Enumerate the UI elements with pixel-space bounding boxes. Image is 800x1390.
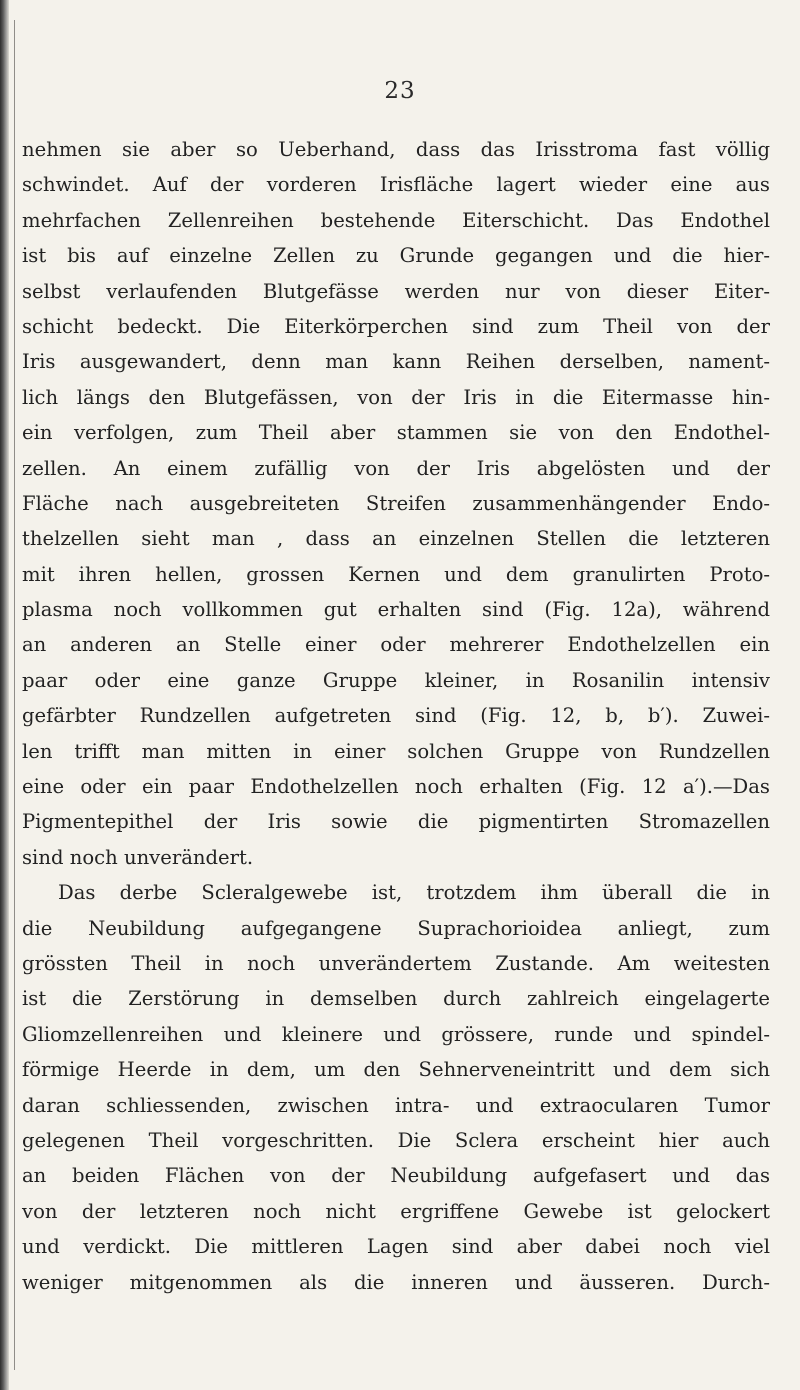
text-line: von der letzteren noch nicht ergriffene Gewebe ist gelockert — [22, 1199, 770, 1223]
text-line: Gliomzellenreihen und kleinere und grössere, runde und spindel- — [22, 1022, 770, 1046]
text-line: daran schliessenden, zwischen intra- und extraocularen Tumor — [22, 1093, 770, 1117]
text-line: Iris ausgewandert, denn man kann Reihen derselben, nament- — [22, 350, 770, 374]
text-line: an beiden Flächen von der Neubildung aufgefasert und das — [22, 1164, 770, 1188]
text-line: schwindet. Auf der vorderen Irisfläche lagert wieder eine aus — [22, 173, 770, 197]
text-line: plasma noch vollkommen gut erhalten sind (Fig. 12a), während — [22, 598, 770, 622]
body-text — [22, 132, 770, 1300]
text-line: paar oder eine ganze Gruppe kleiner, in Rosanilin intensiv — [22, 668, 770, 692]
text-line: ist bis auf einzelne Zellen zu Grunde gegangen und die hier- — [22, 244, 770, 268]
text-line: Pigmentepithel der Iris sowie die pigmentirten Stromazellen — [22, 810, 770, 834]
text-line: gefärbter Rundzellen aufgetreten sind (Fig. 12, b, b′). Zuwei- — [22, 704, 770, 728]
text-line: len trifft man mitten in einer solchen Gruppe von Rundzellen — [22, 739, 770, 763]
text-line: sind noch unverändert. — [22, 845, 254, 869]
text-line: schicht bedeckt. Die Eiterkörperchen sind zum Theil von der — [22, 314, 770, 338]
text-line: Fläche nach ausgebreiteten Streifen zusammenhängender Endo- — [22, 491, 770, 515]
text-line: an anderen an Stelle einer oder mehrerer Endothelzellen ein — [22, 633, 770, 657]
text-line: förmige Heerde in dem, um den Sehnerveneintritt und dem sich — [22, 1058, 770, 1082]
text-line: selbst verlaufenden Blutgefässe werden nur von dieser Eiter- — [22, 279, 770, 303]
text-line: thelzellen sieht man , dass an einzelnen Stellen die letzteren — [22, 527, 770, 551]
book-binding-edge — [0, 0, 9, 1390]
text-line: nehmen sie aber so Ueberhand, dass das Irisstroma fast völlig — [22, 138, 770, 161]
text-line: gelegenen Theil vorgeschritten. Die Sclera erscheint hier auch — [22, 1128, 770, 1152]
text-line: zellen. An einem zufällig von der Iris abgelösten und der — [22, 456, 770, 480]
text-line: eine oder ein paar Endothelzellen noch erhalten (Fig. 12 a′).—Das — [22, 775, 770, 799]
text-line: lich längs den Blutgefässen, von der Iris in die Eitermasse hin- — [22, 385, 770, 409]
binding-gutter-line — [14, 20, 15, 1370]
text-line: und verdickt. Die mittleren Lagen sind aber dabei noch viel — [22, 1235, 770, 1259]
text-line: ist die Zerstörung in demselben durch zahlreich eingelagerte — [22, 987, 770, 1011]
text-line: die Neubildung aufgegangene Suprachorioidea anliegt, zum — [22, 916, 770, 940]
text-line: weniger mitgenommen als die inneren und äusseren. Durch- — [22, 1270, 770, 1294]
page-number: 23 — [384, 78, 416, 104]
paragraph-start-line: Das derbe Scleralgewebe ist, trotzdem ihm überall die in — [58, 881, 770, 905]
text-line: mit ihren hellen, grossen Kernen und dem granulirten Proto- — [22, 562, 770, 586]
text-line: ein verfolgen, zum Theil aber stammen sie von den Endothel- — [22, 421, 770, 445]
text-line: grössten Theil in noch unverändertem Zustande. Am weitesten — [22, 951, 770, 975]
text-line: mehrfachen Zellenreihen bestehende Eiterschicht. Das Endothel — [22, 208, 770, 232]
